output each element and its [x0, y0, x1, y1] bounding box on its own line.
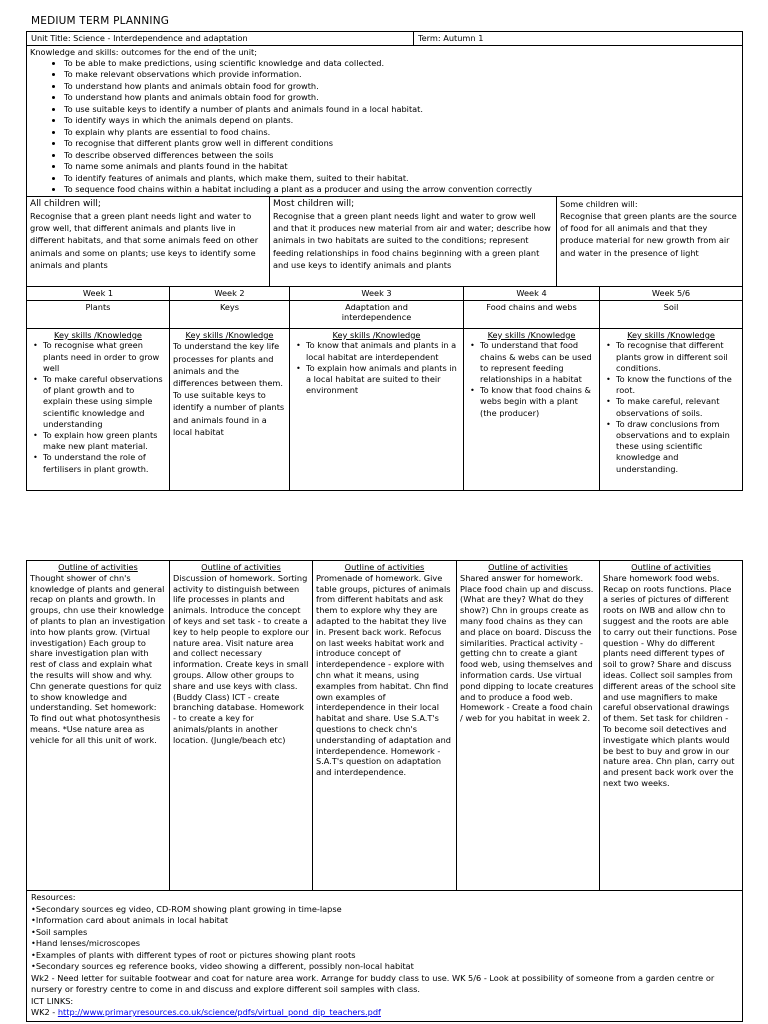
- outline-week-2: [170, 561, 313, 891]
- most-children-text: Recognise that a green plant needs light and water to grow well and that it produces new material from air and water; describe how animals in two habitats are suited to the conditions; represent feeding relationships in food chains beginning with a green plant and use keys to identify animals and plants: [273, 211, 551, 270]
- key-skill-item: To understand the key life processes for plants and animals and the differences between them.: [173, 341, 283, 388]
- knowledge-list: [30, 58, 739, 196]
- key-skill-item: • To know the functions of the root.: [611, 374, 739, 396]
- knowledge-section: [27, 46, 743, 197]
- outline-week-3: [313, 561, 457, 891]
- knowledge-heading: Knowledge and skills: outcomes for the end of the unit;: [30, 47, 257, 57]
- knowledge-item: • To be able to make predictions, using scientific knowledge and data collected.: [64, 58, 739, 70]
- week-header: Week 3: [290, 286, 464, 300]
- key-skill-item: • To explain how animals and plants in a local habitat are suited to their environment: [301, 363, 460, 397]
- week-header: Week 4: [464, 286, 600, 300]
- resource-item: • Secondary sources eg reference books, video showing a different, possibly non-local habitat: [31, 961, 738, 973]
- topic-cell: Adaptation and interdependence: [290, 300, 464, 328]
- outline-week-5-6: [600, 561, 743, 891]
- ict-heading: ICT LINKS:: [31, 995, 74, 1006]
- knowledge-item: • To describe observed differences between the soils: [64, 150, 739, 162]
- outline-text: Discussion of homework. Sorting activity to distinguish between life processes in plants and animals. Introduce the concept of keys and set task - to create a key to help people to explore our nature area. Visit nature area and collect necessary information. Create keys in small groups. Allow other groups to share and use keys with class. (Buddy Class) ICT - create branching database. Homework - to create a key for animals/plants in another location. (Jungle/beach etc): [173, 572, 309, 745]
- topic-cell: Keys: [170, 300, 290, 328]
- knowledge-item: • To sequence food chains within a habitat including a plant as a producer and using the arrow convention correctly: [64, 184, 739, 196]
- knowledge-item: • To identify features of animals and plants, which make them, suited to their habitat.: [64, 173, 739, 185]
- key-skill-item: • To make careful, relevant observations of soils.: [611, 396, 739, 418]
- most-children-cell: [270, 196, 557, 286]
- page-title: MEDIUM TERM PLANNING: [31, 15, 170, 27]
- outline-text: Share homework food webs. Recap on roots functions. Place a series of pictures of different roots on IWB and allow chn to suggest and the roots are able to carry out their functions. Pose question - Why do different plants need different types of soil to grow? Share and discuss ideas. Collect soil samples from different areas of the school site and use magnifiers to make careful observational drawings of them. Set task for children - To become soil detectives and investigate which plants would be best to buy and grow in our nature area. Chn plan, carry out and present back work over the next two weeks.: [603, 572, 737, 788]
- key-skill-item: • To recognise that different plants grow in different soil conditions.: [611, 340, 739, 374]
- resources-note: Wk2 - Need letter for suitable footwear and coat for nature area work. Arrange for buddy class to use. WK 5/6 - Look at possibility of someone from a garden centre or nursery or forestry centre to come in and discuss and explore different soil samples with class.: [31, 972, 715, 994]
- resource-item: • Secondary sources eg video, CD-ROM showing plant growing in time-lapse: [31, 904, 738, 916]
- resource-item: • Soil samples: [31, 927, 738, 939]
- knowledge-item: • To identify ways in which the animals depend on plants.: [64, 115, 739, 127]
- outline-text: Shared answer for homework. Place food chain up and discuss. (What are they? What do they show?) Chn in groups create as many food chains as they can and place on board. Discuss the similarities. Practical activity - getting chn to create a giant food web, using themselves and information cards. Use virtual pond dipping to locate creatures and to produce a food web. Homework - Create a food chain / web for you habitat in week 2.: [460, 572, 594, 724]
- key-skills-week-4: [464, 328, 600, 490]
- planning-table-bottom: [26, 560, 743, 1022]
- key-skills-week-5-6: [600, 328, 743, 490]
- key-skills-week-2: [170, 328, 290, 490]
- key-skill-item: • To recognise what green plants need in order to grow well: [38, 340, 166, 374]
- term: Term: Autumn 1: [414, 32, 743, 46]
- unit-title: Unit Title: Science - Interdependence and adaptation: [27, 32, 414, 46]
- some-children-cell: [557, 196, 743, 286]
- key-skills-heading: Key skills /Knowledge: [185, 329, 274, 340]
- outline-heading: Outline of activities: [58, 562, 138, 572]
- key-skill-item: • To make careful observations of plant growth and to explain these using simple scientific knowledge and understanding: [38, 374, 166, 430]
- outline-heading: Outline of activities: [631, 562, 711, 572]
- key-skills-week-3: [290, 328, 464, 490]
- all-children-cell: [27, 196, 270, 286]
- all-children-heading: All children will;: [30, 198, 101, 209]
- key-skill-item: • To understand the role of fertilisers in plant growth.: [38, 452, 166, 474]
- resources-section: [27, 891, 743, 1022]
- all-children-text: Recognise that a green plant needs light and water to grow well, that different animals and plants live in different habitats, and that some animals feed on other animals and some on plants; use keys to identify some animals and plants: [30, 211, 259, 270]
- resource-item: • Information card about animals in local habitat: [31, 915, 738, 927]
- planning-table-top: [26, 31, 743, 491]
- key-skills-heading: Key skills /Knowledge: [54, 329, 142, 340]
- some-children-text: Recognise that green plants are the source of food for all animals and that they produce material for new growth from air and water in the presence of light: [560, 211, 737, 258]
- outline-text: Promenade of homework. Give table groups, pictures of animals from different habitats and ask them to explore why they are adapted to the habitat they live in. Present back work. Refocus on last weeks habitat work and introduce concept of interdependence - explore with chn what it means, using examples from habitat. Chn find own examples of interdependence in their local habitat and share. Use S.A.T's questions to check chn's understanding of adaptation and interdependence. Homework - S.A.T's question on adaptation and interdependence.: [316, 572, 451, 778]
- some-children-heading: Some children will:: [560, 198, 638, 209]
- most-children-heading: Most children will;: [273, 198, 355, 209]
- ict-link[interactable]: http://www.primaryresources.co.uk/science/pdfs/virtual_pond_dip_teachers.pdf: [57, 1007, 381, 1017]
- outline-text: Thought shower of chn's knowledge of plants and general recap on plants and growth. In groups, chn use their knowledge of plants to plan an investigation into how plants grow. (Virtual investigation) Each group to share investigation plan with rest of class and explain what the results will show and why. Chn generate questions for quiz to show knowledge and understanding. Set homework: To find out what photosynthesis means. *Use nature area as vehicle for all this unit of work.: [30, 572, 166, 745]
- key-skill-item: • To draw conclusions from observations and to explain these using scientific knowledge and understanding.: [611, 419, 739, 475]
- knowledge-item: • To name some animals and plants found in the habitat: [64, 161, 739, 173]
- ict-prefix: WK2 -: [31, 1007, 58, 1017]
- resource-item: • Hand lenses/microscopes: [31, 938, 738, 950]
- key-skills-heading: Key skills /Knowledge: [487, 329, 576, 340]
- key-skill-item: • To understand that food chains & webs can be used to represent feeding relationships in a habitat: [475, 340, 596, 385]
- knowledge-item: • To make relevant observations which provide information.: [64, 69, 739, 81]
- key-skill-item: • To explain how green plants make new plant material.: [38, 430, 166, 452]
- week-header: Week 1: [27, 286, 170, 300]
- outline-week-4: [457, 561, 600, 891]
- week-header: Week 5/6: [600, 286, 743, 300]
- key-skill-item: • To know that food chains & webs begin with a plant (the producer): [475, 385, 596, 419]
- outline-heading: Outline of activities: [201, 562, 281, 572]
- topic-cell: Soil: [600, 300, 743, 328]
- knowledge-item: • To understand how plants and animals obtain food for growth.: [64, 92, 739, 104]
- key-skills-week-1: [27, 328, 170, 490]
- resources-heading: Resources:: [31, 892, 76, 902]
- knowledge-item: • To explain why plants are essential to food chains.: [64, 127, 739, 139]
- outline-week-1: [27, 561, 170, 891]
- key-skills-heading: Key skills /Knowledge: [332, 329, 421, 340]
- outline-heading: Outline of activities: [344, 562, 425, 572]
- knowledge-item: • To understand how plants and animals obtain food for growth.: [64, 81, 739, 93]
- outline-heading: Outline of activities: [488, 562, 568, 572]
- resource-item: • Examples of plants with different types of root or pictures showing plant roots: [31, 950, 738, 962]
- ict-line: [31, 1007, 738, 1019]
- topic-cell: Plants: [27, 300, 170, 328]
- key-skill-item: • To know that animals and plants in a local habitat are interdependent: [301, 340, 460, 362]
- knowledge-item: • To use suitable keys to identify a number of plants and animals found in a local habitat.: [64, 104, 739, 116]
- topic-cell: Food chains and webs: [464, 300, 600, 328]
- knowledge-item: • To recognise that different plants grow well in different conditions: [64, 138, 739, 150]
- key-skill-item: To use suitable keys to identify a number of plants and animals found in a local habitat: [173, 390, 285, 437]
- key-skills-heading: Key skills /Knowledge: [627, 329, 715, 340]
- week-header: Week 2: [170, 286, 290, 300]
